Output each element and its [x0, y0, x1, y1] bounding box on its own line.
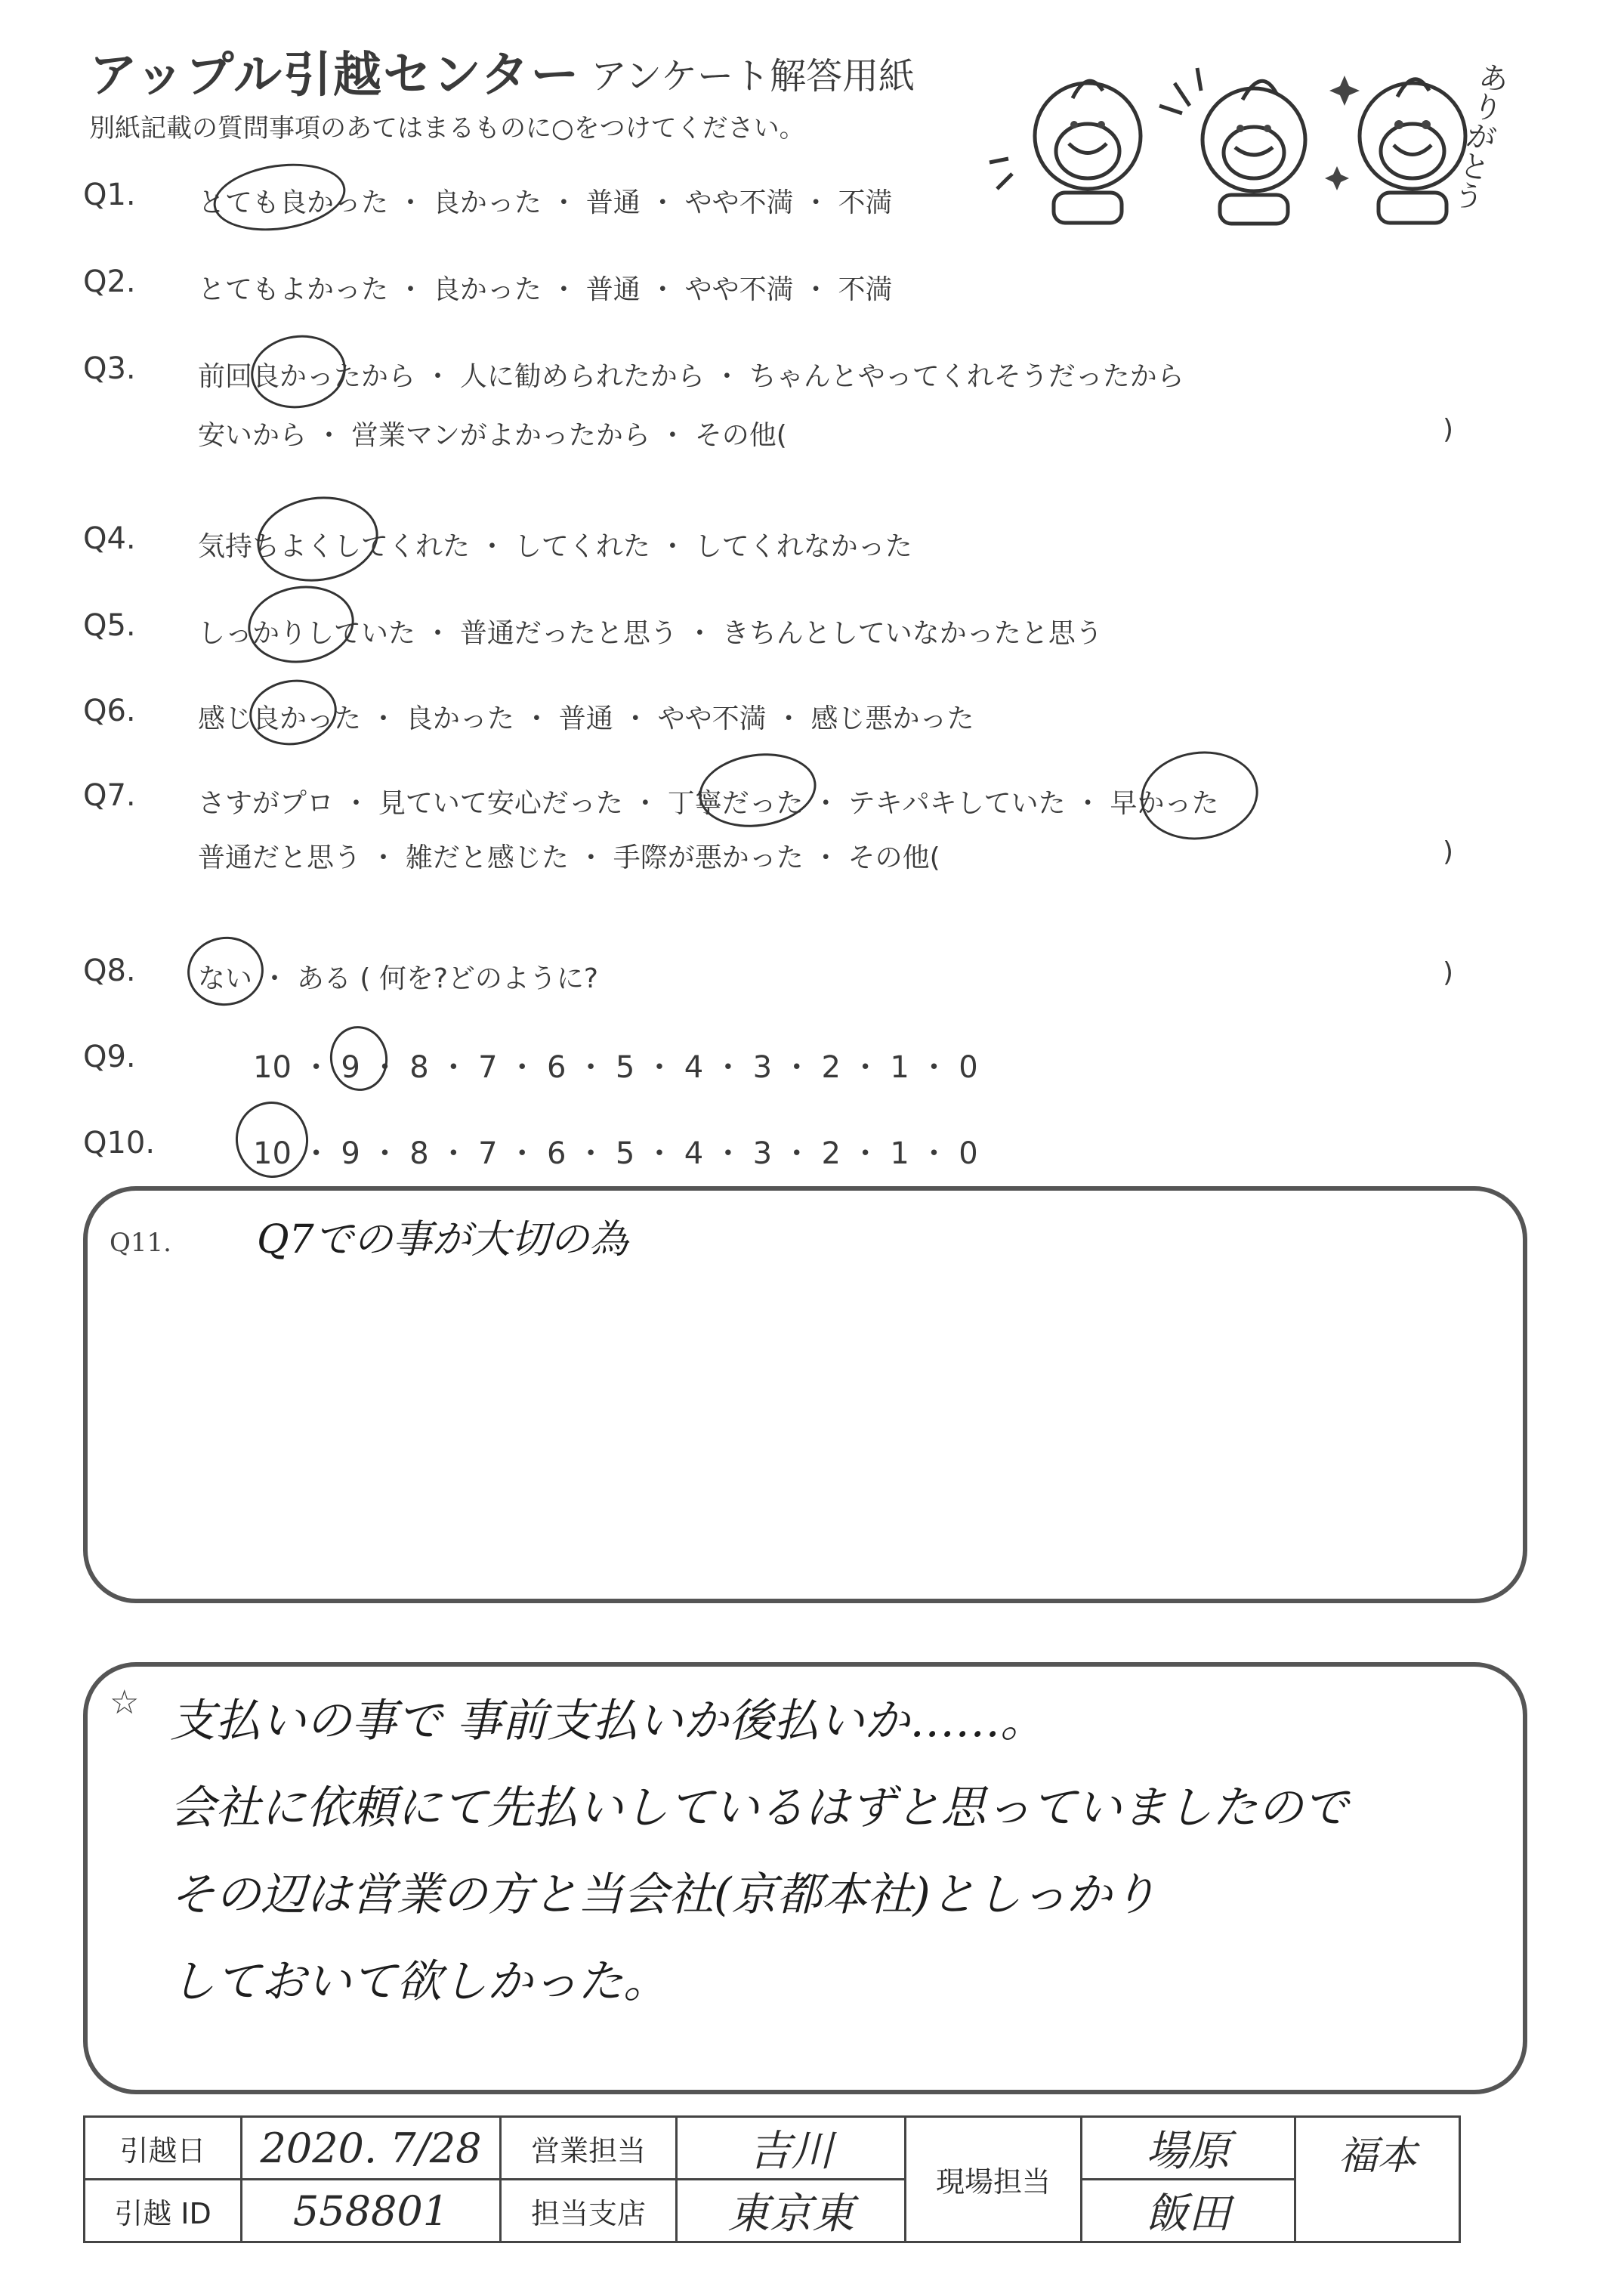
- q3-options-line2: 安いから ・ 営業マンがよかったから ・ その他(: [198, 420, 787, 451]
- sales-value: 吉川: [677, 2117, 906, 2180]
- q8-answer-circle: [183, 932, 268, 1010]
- q3-answer-circle: [246, 329, 350, 415]
- comment-line-2: 会社に依頼にて先払いしているはずと思っていましたので: [170, 1782, 1348, 1834]
- move-date-label: 引越日: [85, 2117, 242, 2180]
- comment-line-4: しておいて欲しかった。: [170, 1955, 668, 2008]
- q7-close-paren: ): [1443, 836, 1454, 867]
- move-date-value: 2020. 7/28: [242, 2117, 501, 2180]
- q9-options: 10 ・ 9 ・ 8 ・ 7 ・ 6 ・ 5 ・ 4 ・ 3 ・ 2 ・ 1 ・ 0: [253, 1050, 978, 1085]
- move-info-table: [83, 2115, 1461, 2243]
- q1-options: とても良かった ・ 良かった ・ 普通 ・ やや不満 ・ 不満: [198, 187, 893, 218]
- q1-answer-circle: [209, 156, 350, 239]
- page-title: アップル引越センター: [89, 48, 581, 104]
- mascot-thanks-text: ありがとう: [1446, 58, 1512, 214]
- q5-label: Q5.: [83, 608, 136, 643]
- comment-line-1: 支払いの事で 事前支払いか後払いか……。: [170, 1695, 1046, 1748]
- branch-value: 東京東: [677, 2180, 906, 2242]
- move-id-label: 引越 ID: [85, 2180, 242, 2242]
- q4-label: Q4.: [83, 521, 136, 556]
- instruction-text: 別紙記載の質問事項のあてはまるものに○をつけてください。: [89, 113, 805, 144]
- q10-label: Q10.: [83, 1126, 156, 1160]
- q3-close-paren: ): [1443, 414, 1454, 445]
- q11-handwritten-answer: Q7での事が大切の為: [257, 1217, 628, 1262]
- site-label: 現場担当: [906, 2117, 1082, 2242]
- q7-answer-circle-1: [694, 746, 821, 835]
- comment-line-3: その辺は営業の方と当会社(京都本社)としっかり: [170, 1868, 1157, 1921]
- q6-options: 感じ良かった ・ 良かった ・ 普通 ・ やや不満 ・ 感じ悪かった: [198, 703, 974, 734]
- q11-label: Q11.: [110, 1228, 171, 1258]
- q6-answer-circle: [245, 674, 341, 750]
- branch-label: 担当支店: [501, 2180, 677, 2242]
- q4-options: 気持ちよくしてくれた ・ してくれた ・ してくれなかった: [198, 531, 912, 562]
- q3-options-line1: 前回良かったから ・ 人に勧められたから ・ ちゃんとやってくれそうだったから: [198, 361, 1184, 392]
- q7-label: Q7.: [83, 778, 136, 813]
- site-staff-2: 福本: [1295, 2117, 1460, 2242]
- q3-label: Q3.: [83, 351, 136, 386]
- q5-answer-circle: [243, 579, 360, 670]
- site-staff-1: 場原: [1082, 2117, 1295, 2180]
- q10-options: 10 ・ 9 ・ 8 ・ 7 ・ 6 ・ 5 ・ 4 ・ 3 ・ 2 ・ 1 ・ 0: [253, 1136, 978, 1171]
- q4-answer-circle: [252, 489, 384, 589]
- move-id-value: 558801: [242, 2180, 501, 2242]
- q7-options-line2: 普通だと思う ・ 雑だと感じた ・ 手際が悪かった ・ その他(: [198, 842, 940, 873]
- q2-label: Q2.: [83, 264, 136, 299]
- q7-answer-circle-2: [1135, 744, 1264, 848]
- q7-options-line1: さすがプロ ・ 見ていて安心だった ・ 丁寧だった ・ テキパキしていた ・ 早かった: [198, 788, 1219, 819]
- q1-label: Q1.: [83, 178, 136, 212]
- q5-options: しっかりしていた ・ 普通だったと思う ・ きちんとしていなかったと思う: [198, 618, 1103, 649]
- comment-star-icon: ☆: [110, 1683, 140, 1722]
- q2-options: とてもよかった ・ 良かった ・ 普通 ・ やや不満 ・ 不満: [198, 274, 893, 305]
- q6-label: Q6.: [83, 694, 136, 728]
- sales-label: 営業担当: [501, 2117, 677, 2180]
- q8-close-paren: ): [1443, 957, 1454, 988]
- site-staff-3: 飯田: [1082, 2180, 1295, 2242]
- q8-options: ない ・ ある ( 何を?どのように?: [198, 963, 599, 994]
- q8-label: Q8.: [83, 953, 136, 988]
- q9-label: Q9.: [83, 1040, 136, 1074]
- page-subtitle: アンケート解答用紙: [591, 55, 915, 97]
